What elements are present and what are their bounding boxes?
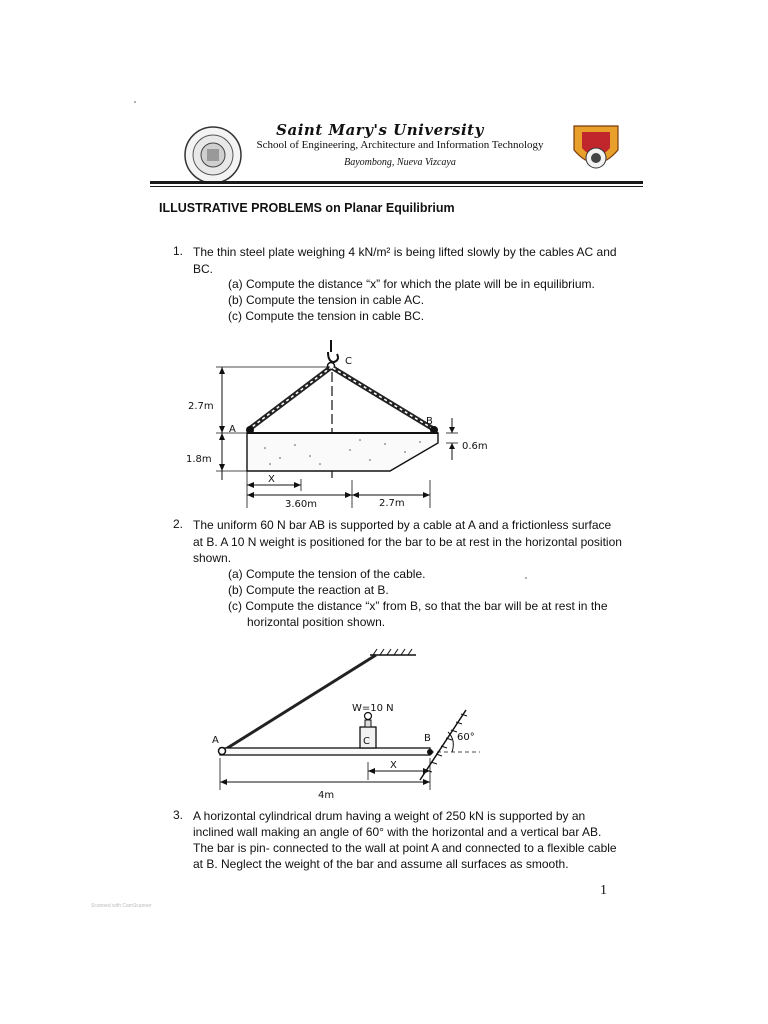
problem-2-part-b: (b) Compute the reaction at B. <box>228 583 389 597</box>
fig1-label-b: B <box>426 416 433 427</box>
problem-2-line2: at B. A 10 N weight is positioned for the bar to be at rest in the horizontal position <box>193 535 622 549</box>
problem-2-part-c: (c) Compute the distance “x” from B, so that the bar will be at rest in the <box>228 599 608 613</box>
problem-3-line4: at B. Neglect the weight of the bar and assume all surfaces as smooth. <box>193 857 569 871</box>
problem-3-line1: A horizontal cylindrical drum having a weight of 250 kN is supported by an <box>193 809 586 823</box>
fig1-dim-2-7m-bottom: 2.7m <box>379 498 405 509</box>
problem-2-line1: The uniform 60 N bar AB is supported by a cable at A and a frictionless surface <box>193 518 612 532</box>
fig2-label-weight: W=10 N <box>352 703 394 714</box>
school-seal-icon <box>568 120 624 176</box>
problem-3-number: 3. <box>173 808 184 822</box>
problem-2-part-c-cont: horizontal position shown. <box>247 615 386 629</box>
problem-2-part-a: (a) Compute the tension of the cable. <box>228 567 426 581</box>
problem-1-part-c: (c) Compute the tension in cable BC. <box>228 309 425 323</box>
fig2-label-b: B <box>424 733 431 744</box>
figure-1-plate-diagram <box>170 330 530 515</box>
fig2-dim-4m: 4m <box>318 790 335 801</box>
problem-3-line3: The bar is pin- connected to the wall at point A and connected to a flexible cable <box>193 841 617 855</box>
problem-1-line1: The thin steel plate weighing 4 kN/m² is being lifted slowly by the cables AC and <box>193 245 617 259</box>
problem-3-line2: inclined wall making an angle of 60° with the horizontal and a vertical bar AB. <box>193 825 602 839</box>
fig1-dim-3-60m: 3.60m <box>285 499 318 510</box>
problem-1-number: 1. <box>173 244 184 258</box>
problem-1-part-a: (a) Compute the distance “x” for which the plate will be in equilibrium. <box>228 277 595 291</box>
page-number: 1 <box>600 883 607 898</box>
header-rule-thick <box>150 181 643 184</box>
fig1-dim-0-6m: 0.6m <box>462 441 488 452</box>
fig2-label-a: A <box>212 735 219 746</box>
figure-2-bar-diagram <box>190 640 510 810</box>
fig1-label-c: C <box>345 356 352 367</box>
school-name: School of Engineering, Architecture and Information Technology <box>256 139 544 151</box>
page-title: ILLUSTRATIVE PROBLEMS on Planar Equilibrium <box>159 201 455 215</box>
problem-1-part-b: (b) Compute the tension in cable AC. <box>228 293 425 307</box>
fig1-dim-2-7m: 2.7m <box>188 401 214 412</box>
fig1-dim-x: X <box>268 474 275 485</box>
scan-speck <box>525 577 527 579</box>
scanner-watermark: Scanned with CamScanner <box>91 903 152 909</box>
problem-2-line3: shown. <box>193 551 232 565</box>
scan-speck <box>134 101 136 103</box>
fig2-angle: 60° <box>457 732 475 743</box>
school-location: Bayombong, Nueva Vizcaya <box>344 157 456 168</box>
fig1-dim-1-8m: 1.8m <box>186 454 212 465</box>
problem-1-line2: BC. <box>193 262 214 276</box>
fig1-label-a: A <box>229 424 236 435</box>
header-rule-thin <box>150 186 643 187</box>
fig2-label-c: C <box>363 736 370 747</box>
problem-2-number: 2. <box>173 517 184 531</box>
university-name: Saint Mary's University <box>276 121 484 139</box>
fig2-dim-x: X <box>390 760 397 771</box>
